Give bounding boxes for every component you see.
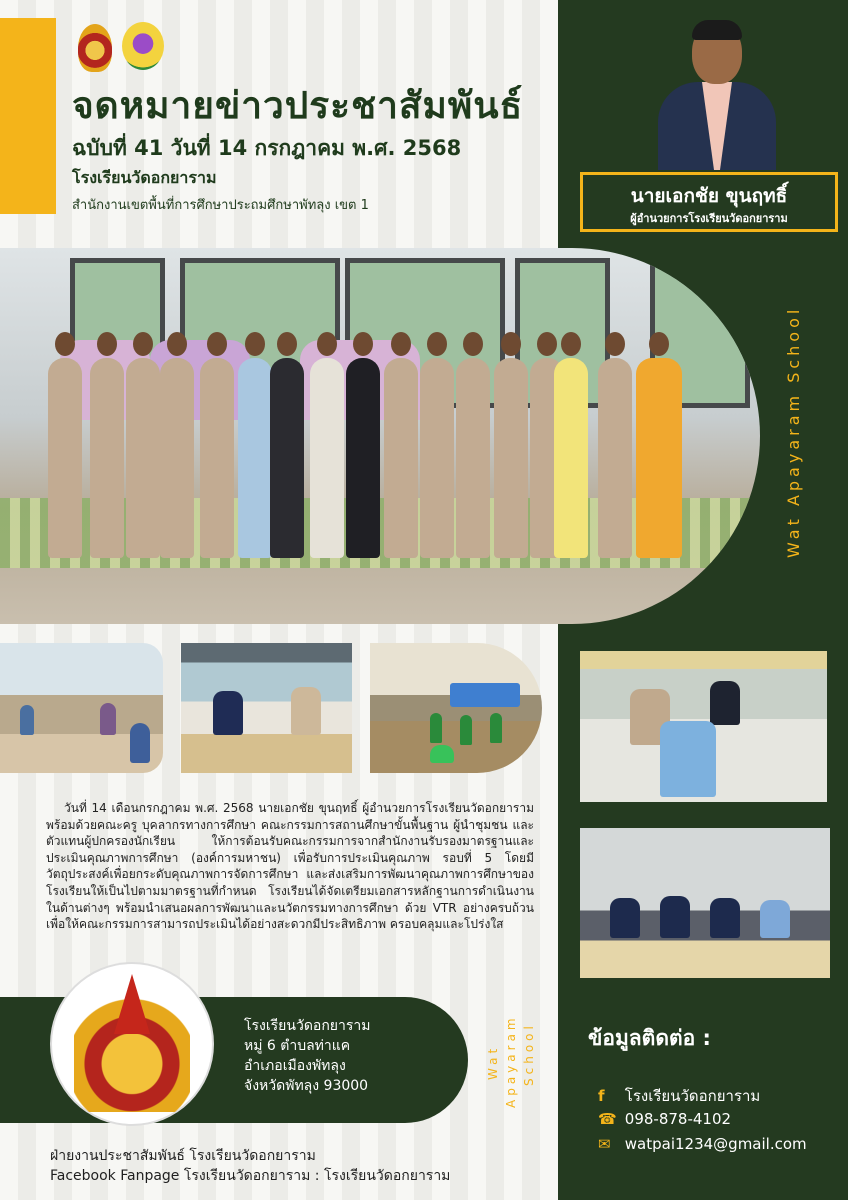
footer-line-2: Facebook Fanpage โรงเรียนวัดอกยาราม : โรงเรียนวัดอกยาราม xyxy=(50,1168,451,1184)
meeting-photo-3 xyxy=(580,651,827,802)
vertical-tag-word-3: School xyxy=(522,1022,536,1086)
school-tagline: Wat Apayaram School xyxy=(784,305,803,559)
contact-email[interactable] xyxy=(598,1135,807,1153)
education-office: สำนักงานเขตพื้นที่การศึกษาประถมศึกษาพัทลุง เขต 1 xyxy=(72,198,369,213)
issue-line: ฉบับที่ 41 วันที่ 14 กรกฎาคม พ.ศ. 2568 xyxy=(72,136,462,160)
person xyxy=(270,358,304,558)
person xyxy=(598,358,632,558)
director-photo xyxy=(656,18,778,170)
person xyxy=(200,358,234,558)
accent-bar xyxy=(0,18,56,214)
person xyxy=(420,358,454,558)
footer-credits xyxy=(50,1146,450,1186)
vertical-tag-word-1: Wat xyxy=(486,1044,500,1080)
address-line-4: จังหวัดพัทลุง 93000 xyxy=(244,1078,369,1094)
phone-icon: ☎ xyxy=(598,1110,617,1128)
newsletter-title: จดหมายข่าวประชาสัมพันธ์ xyxy=(72,84,524,127)
footer-line-1: ฝ่ายงานประชาสัมพันธ์ โรงเรียนวัดอกยาราม xyxy=(50,1148,316,1164)
person xyxy=(160,358,194,558)
facebook-icon: f xyxy=(598,1087,605,1105)
phone-label: 098-878-4102 xyxy=(624,1110,732,1128)
meeting-photo-4 xyxy=(580,828,830,978)
school-logo xyxy=(52,964,212,1124)
person xyxy=(346,358,380,558)
person xyxy=(238,358,272,558)
logo-flame-shape xyxy=(114,974,150,1034)
person xyxy=(126,358,160,558)
hair-shape xyxy=(692,20,742,40)
school-name: โรงเรียนวัดอกยาราม xyxy=(72,168,217,187)
school-emblem-icon xyxy=(122,22,164,70)
school-address xyxy=(244,1016,370,1096)
logo-emblem-icon xyxy=(74,974,190,1112)
address-line-2: หมู่ 6 ตำบลท่าแค xyxy=(244,1038,351,1054)
email-label: watpai1234@gmail.com xyxy=(624,1135,807,1153)
person xyxy=(310,358,344,558)
person xyxy=(636,358,682,558)
contact-heading: ข้อมูลติดต่อ : xyxy=(588,1026,711,1050)
person xyxy=(90,358,124,558)
person xyxy=(554,358,588,558)
facebook-label: โรงเรียนวัดอกยาราม xyxy=(624,1087,761,1105)
vertical-tag-word-2: Apayaram xyxy=(504,1014,518,1108)
director-name-box xyxy=(580,172,838,232)
address-line-1: โรงเรียนวัดอกยาราม xyxy=(244,1018,371,1034)
director-role: ผู้อำนวยการโรงเรียนวัดอกยาราม xyxy=(630,212,788,225)
meeting-photo-2 xyxy=(181,643,352,773)
mail-icon: ✉ xyxy=(598,1135,611,1153)
contact-facebook[interactable] xyxy=(598,1084,760,1108)
person xyxy=(494,358,528,558)
person xyxy=(384,358,418,558)
director-name: นายเอกชัย ขุนฤทธิ์ xyxy=(630,185,788,207)
contact-phone[interactable] xyxy=(598,1110,731,1128)
classroom-photo xyxy=(370,643,542,773)
main-group-photo xyxy=(0,248,760,624)
address-line-3: อำเภอเมืองพัทลุง xyxy=(244,1058,346,1074)
news-paragraph: วันที่ 14 เดือนกรกฎาคม พ.ศ. 2568 นายเอกชัย ขุนฤทธิ์ ผู้อำนวยการโรงเรียนวัดอกยาราม พร้อมด้วยคณะครู บุคลากรทางการศึกษา คณะกรรมการสถานศึกษาขั้นพื้นฐาน ผู้นำชุมชน และตัวแทนผู้ปกครองนักเรียน ให้การต้อนรับคณะกรรมการจากสำนักงานรับรองมาตรฐานและประเมินคุณภาพการศึกษา (องค์การมหาชน) เพื่อรับการประเมินคุณภาพ รอบที่ 5 โดยมีวัตถุประสงค์เพื่อยกระดับคุณภาพการจัดการศึกษา และส่งเสริมการพัฒนาคุณภาพการศึกษาของโรงเรียนให้เป็นไปตามมาตรฐานที่กำหนด โรงเรียนได้จัดเตรียมเอกสารหลักฐานการดำเนินงานในด้านต่างๆ พร้อมนำเสนอผลการพัฒนาและนวัตกรรมทางการศึกษา ด้วย VTR อย่างครบถ้วน เพื่อให้คณะกรรมการสามารถประเมินได้อย่างสะดวกมีประสิทธิภาพ ครอบคลุมและโปร่งใส xyxy=(46,801,534,932)
ministry-emblem-icon xyxy=(78,24,112,72)
person xyxy=(456,358,490,558)
meeting-photo-1 xyxy=(0,643,163,773)
person xyxy=(48,358,82,558)
news-body xyxy=(46,800,534,933)
